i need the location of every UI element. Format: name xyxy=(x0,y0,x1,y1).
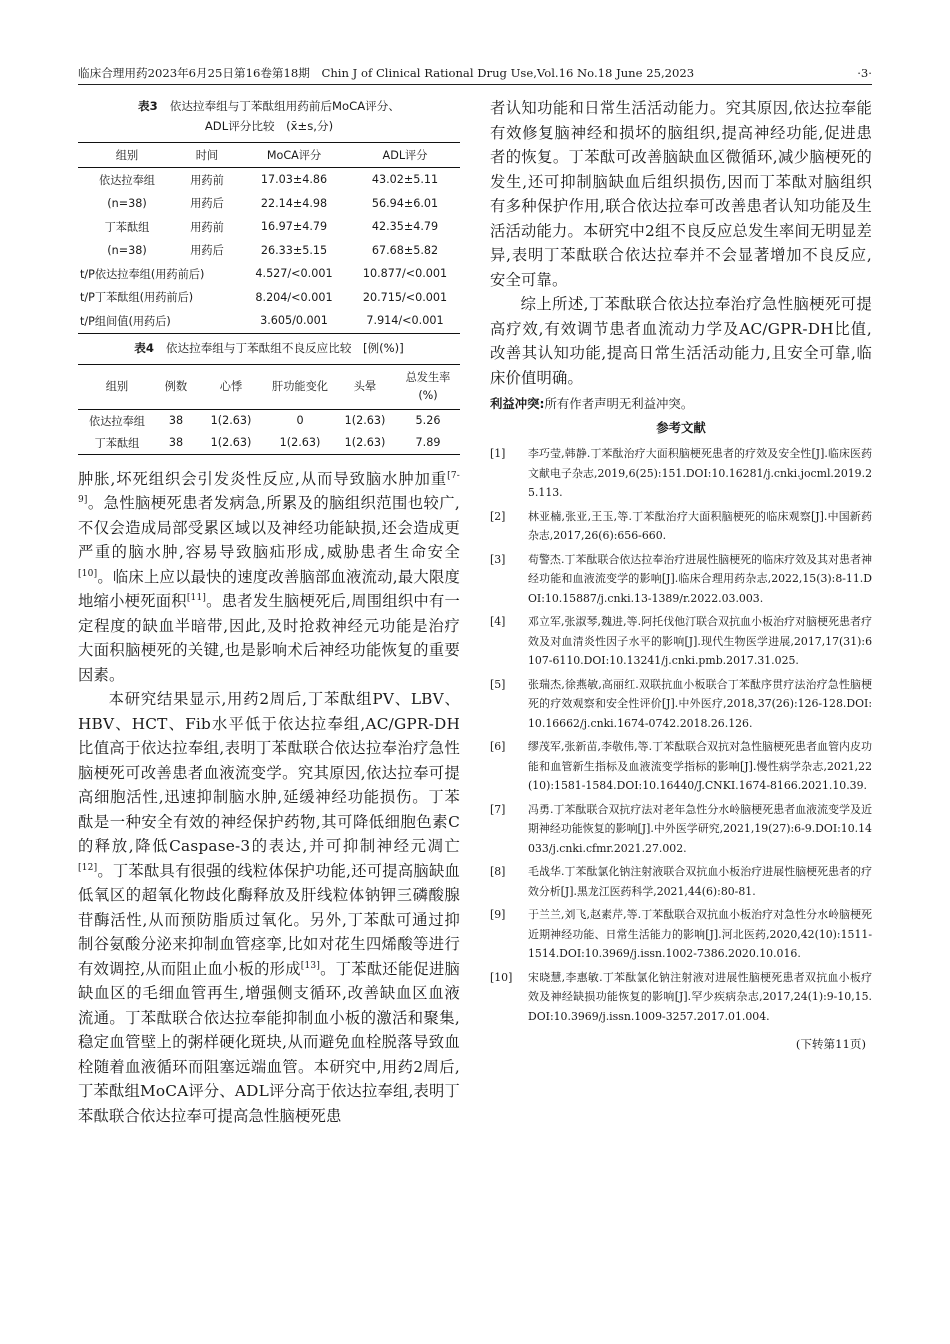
text-run: 。丁苯酞具有很强的线粒体保护功能,还可提高脑缺血低氧区的超氧化物歧化酶释放及肝线粒体钠钾三磷酸腺苷酶活性,从而预防脂质过氧化。另外,丁苯酞可通过抑制谷氨酸分泌来抑制血管痉挛,比如对花生四烯酸等进行有效调控,从而阻止血小板的形成 xyxy=(78,861,460,978)
table3-col-time: 时间 xyxy=(176,143,238,168)
reference-text: 张瑞杰,徐燕敏,高丽红.双联抗血小板联合丁苯酞序贯疗法治疗急性脑梗死的疗效观察和安全性评价[J].中外医疗,2018,37(26):126-128.DOI:10.16662/j.cnki.1674-0742.2018.26.126. xyxy=(528,677,872,730)
table4-col-liver: 肝功能变化 xyxy=(266,364,334,409)
text-run: 。临床上应以最快的速度改善脑部血液流动,最大限度地缩小梗死面积 xyxy=(78,567,460,610)
reference-list xyxy=(490,444,872,1026)
table-cell: 16.97±4.79 xyxy=(260,220,328,234)
table3-caption xyxy=(78,96,460,116)
table3-header-row xyxy=(78,143,460,168)
conflict-of-interest xyxy=(490,394,872,414)
table-row xyxy=(78,239,460,263)
table-row xyxy=(78,309,460,333)
table-cell: t/P依达拉奉组(用药前后) xyxy=(80,267,205,281)
table-cell: 用药后 xyxy=(190,197,224,211)
text-run: 。急性脑梗死患者发病急,所累及的脑组织范围也较广,不仅会造成局部受累区域以及神经功能缺损,还会造成更严重的脑水肿,容易导致脑疝形成,威胁患者生命安全 xyxy=(78,494,460,561)
reference-item xyxy=(490,737,872,796)
reference-number: [9] xyxy=(490,908,506,921)
text-run: 肿胀,坏死组织会引发炎性反应,从而导致脑水肿加重 xyxy=(78,469,448,488)
table-cell: 38 xyxy=(168,436,184,449)
table-cell: 1(2.63) xyxy=(210,436,252,449)
table-cell: 丁苯酞组 xyxy=(104,220,150,234)
table-row xyxy=(78,168,460,192)
table3-col-moca: MoCA评分 xyxy=(238,143,350,168)
table4-title: 依达拉奉组与丁苯酞组不良反应比较 [例(%)] xyxy=(165,340,404,355)
page-number: ·3· xyxy=(857,66,872,80)
reference-text: 于兰兰,刘飞,赵素芹,等.丁苯酞联合双抗血小板治疗对急性分水岭脑梗死近期神经功能、日常生活能力的影响[J].河北医药,2020,42(10):1511-1514.DOI:10.3969/j.issn.1002-7386.2020.10.016. xyxy=(528,908,872,960)
table-row xyxy=(78,286,460,310)
table-row xyxy=(78,409,460,432)
citation: [7-9] xyxy=(78,470,460,505)
table4-header-row xyxy=(78,364,460,409)
reference-number: [8] xyxy=(490,865,506,878)
table-cell: 用药前 xyxy=(190,173,224,187)
table-cell: 10.877/<0.001 xyxy=(362,267,448,281)
table-cell: t/P丁苯酞组(用药前后) xyxy=(80,291,194,305)
table4 xyxy=(78,364,460,455)
table-cell: 丁苯酞组 xyxy=(94,436,140,450)
continuation-note: (下转第11页) xyxy=(795,1037,866,1051)
reference-text: 毛战华.丁苯酞氯化钠注射液联合双抗血小板治疗进展性脑梗死患者的疗效分析[J].黑龙江医药科学,2021,44(6):80-81. xyxy=(528,865,872,898)
reference-item xyxy=(490,507,872,546)
table-cell: 1(2.63) xyxy=(344,414,386,427)
references-title: 参考文献 xyxy=(656,420,706,435)
table4-col-palpitation: 心悸 xyxy=(196,364,266,409)
table-cell: t/P组间值(用药后) xyxy=(80,314,171,328)
right-column xyxy=(490,96,872,1054)
body-paragraph xyxy=(78,687,460,1128)
reference-number: [2] xyxy=(490,509,506,523)
reference-number: [4] xyxy=(490,615,506,628)
table-cell: 22.14±4.98 xyxy=(260,196,328,210)
reference-item xyxy=(490,862,872,901)
conflict-text: 所有作者声明无利益冲突。 xyxy=(544,396,694,411)
table-cell: 43.02±5.11 xyxy=(371,173,439,187)
running-header xyxy=(78,62,872,85)
reference-item xyxy=(490,675,872,734)
table-cell: 1(2.63) xyxy=(279,436,321,449)
table-cell: 20.715/<0.001 xyxy=(362,290,448,304)
table-row xyxy=(78,432,460,455)
reference-text: 林亚楠,张亚,王玉,等.丁苯酞治疗大面积脑梗死的临床观察[J].中国新药杂志,2017,26(6):656-660. xyxy=(528,509,872,542)
table-cell: 1(2.63) xyxy=(210,414,252,427)
table-cell: 7.914/<0.001 xyxy=(366,314,444,328)
table-row xyxy=(78,215,460,239)
table-cell: 用药前 xyxy=(190,220,224,234)
reference-item xyxy=(490,800,872,859)
table-cell: 5.26 xyxy=(415,414,441,427)
table3-col-group: 组别 xyxy=(78,143,176,168)
reference-number: [7] xyxy=(490,802,506,816)
table4-col-total-rate: 总发生率(%) xyxy=(396,364,460,409)
table4-caption xyxy=(78,338,460,358)
reference-item xyxy=(490,968,872,1027)
table-cell: 1(2.63) xyxy=(344,436,386,449)
table3-title-line2: ADL评分比较 (x̄±s,分) xyxy=(204,119,334,133)
table-cell: 依达拉奉组 xyxy=(89,414,145,428)
table4-col-count: 例数 xyxy=(156,364,196,409)
citation: [10] xyxy=(78,568,98,579)
table3-col-adl: ADL评分 xyxy=(350,143,460,168)
table4-number: 表4 xyxy=(134,340,154,355)
table-cell: 42.35±4.79 xyxy=(371,220,439,234)
text-run: 本研究结果显示,用药2周后,丁苯酞组PV、LBV、HBV、HCT、Fib水平低于依达拉奉组,AC/GPR-DH比值高于依达拉奉组,表明丁苯酞联合依达拉奉治疗急性脑梗死可改善患者血液流变学。究其原因,依达拉奉可提高细胞活性,迅速抑制脑水肿,延缓神经功能损伤。丁苯酞是一种安全有效的神经保护药物,其可降低细胞色素C的释放,降低Caspase-3的表达,并可抑制神经元凋亡 xyxy=(78,690,460,855)
conflict-label: 利益冲突: xyxy=(490,396,545,411)
reference-item xyxy=(490,550,872,609)
text-run: 。患者发生脑梗死后,周围组织中有一定程度的缺血半暗带,因此,及时抢救神经元功能是治疗大面积脑梗死的关键,也是影响术后神经功能恢复的重要因素。 xyxy=(78,592,461,684)
table-row xyxy=(78,262,460,286)
table-cell: 67.68±5.82 xyxy=(371,243,439,257)
reference-text: 宋晓慧,李惠敏.丁苯酞氯化钠注射液对进展性脑梗死患者双抗血小板疗效及神经缺损功能恢复的影响[J].罕少疾病杂志,2017,24(1):9-10,15.DOI:10.3969/j.issn.1009-3257.2017.01.004. xyxy=(528,970,872,1023)
table4-col-dizziness: 头晕 xyxy=(334,364,396,409)
reference-number: [10] xyxy=(490,970,513,984)
reference-text: 苟警杰.丁苯酞联合依达拉奉治疗进展性脑梗死的临床疗效及其对患者神经功能和血液流变学的影响[J].临床合理用药杂志,2022,15(3):8-11.DOI:10.15887/j.cnki.13-1389/r.2022.03.003. xyxy=(528,552,872,605)
table-cell: 0 xyxy=(296,414,304,427)
table-cell: 7.89 xyxy=(415,436,441,449)
table-cell: 用药后 xyxy=(190,244,224,258)
table-cell: 8.204/<0.001 xyxy=(255,290,333,304)
body-paragraph xyxy=(78,467,460,688)
reference-text: 缪茂军,张新苗,李敬伟,等.丁苯酞联合双抗对急性脑梗死患者血管内皮功能和血管新生指标及血液流变学指标的影响[J].慢性病学杂志,2021,22(10):1581-1584.DOI:10.16440/J.CNKI.1674-8166.2021.10.39. xyxy=(528,740,872,792)
reference-number: [6] xyxy=(490,740,506,753)
table3-title-line1: 依达拉奉组与丁苯酞组用药前后MoCA评分、 xyxy=(169,99,400,113)
left-column xyxy=(78,96,460,1128)
table4-col-group: 组别 xyxy=(78,364,156,409)
table-cell: 4.527/<0.001 xyxy=(255,267,333,281)
citation: [13] xyxy=(300,960,321,971)
table-cell: 38 xyxy=(168,414,184,427)
journal-info: 临床合理用药2023年6月25日第16卷第18期 Chin J of Clinical Rational Drug Use,Vol.16 No.18 June 25,2023 xyxy=(78,66,695,80)
table3-number: 表3 xyxy=(138,99,158,113)
table-cell: 56.94±6.01 xyxy=(371,196,439,210)
table-cell: (n=38) xyxy=(107,196,147,210)
table-cell: 26.33±5.15 xyxy=(260,243,328,257)
reference-item xyxy=(490,612,872,671)
text-run: 。丁苯酞还能促进脑缺血区的毛细血管再生,增强侧支循环,改善缺血区血液流通。丁苯酞联合依达拉奉能抑制血小板的激活和聚集,稳定血管壁上的粥样硬化斑块,从而避免血栓脱落导致血栓随着血液循环而阻塞远端血管。本研究中,用药2周后,丁苯酞组MoCA评分、ADL评分高于依达拉奉组,表明丁苯酞联合依达拉奉可提高急性脑梗死患 xyxy=(78,959,460,1125)
reference-item xyxy=(490,444,872,503)
table-row xyxy=(78,192,460,216)
table-cell: (n=38) xyxy=(107,243,147,257)
citation: [11] xyxy=(186,592,207,603)
table-cell: 3.605/0.001 xyxy=(260,314,328,328)
reference-text: 李巧莹,韩静.丁苯酞治疗大面积脑梗死患者的疗效及安全性[J].临床医药文献电子杂志,2019,6(25):151.DOI:10.16281/j.cnki.jocml.2019.25.113. xyxy=(528,447,872,499)
body-paragraph: 者认知功能和日常生活活动能力。究其原因,依达拉奉能有效修复脑神经和损坏的脑组织,提高神经功能,促进患者的恢复。丁苯酞可改善脑缺血区微循环,减少脑梗死的发生,还可抑制脑缺血后组织损伤,因而丁苯酞对脑组织有多种保护作用,联合依达拉奉可改善患者认知功能及生活活动能力。本研究中2组不良反应总发生率间无明显差异,表明丁苯酞联合依达拉奉并不会显著增加不良反应,安全可靠。 xyxy=(490,99,872,289)
reference-number: [1] xyxy=(490,447,506,460)
conclusion-paragraph: 综上所述,丁苯酞联合依达拉奉治疗急性脑梗死可提高疗效,有效调节患者血流动力学及AC/GPR-DH比值,改善其认知功能,提高日常生活活动能力,且安全可靠,临床价值明确。 xyxy=(490,295,872,387)
table3 xyxy=(78,142,460,334)
citation: [12] xyxy=(78,862,98,873)
reference-item xyxy=(490,905,872,964)
reference-number: [3] xyxy=(490,552,506,566)
reference-text: 邓立军,张淑琴,魏进,等.阿托伐他汀联合双抗血小板治疗对脑梗死患者疗效及对血清炎性因子水平的影响[J].现代生物医学进展,2017,17(31):6107-6110.DOI:10.13241/j.cnki.pmb.2017.31.025. xyxy=(528,615,872,667)
table-cell: 依达拉奉组 xyxy=(99,173,155,187)
reference-number: [5] xyxy=(490,677,506,691)
reference-text: 冯勇.丁苯酞联合双抗疗法对老年急性分水岭脑梗死患者血液流变学及近期神经功能恢复的影响[J].中外医学研究,2021,19(27):6-9.DOI:10.14033/j.cnki.cfmr.2021.27.002. xyxy=(528,802,872,855)
table-cell: 17.03±4.86 xyxy=(260,173,328,187)
